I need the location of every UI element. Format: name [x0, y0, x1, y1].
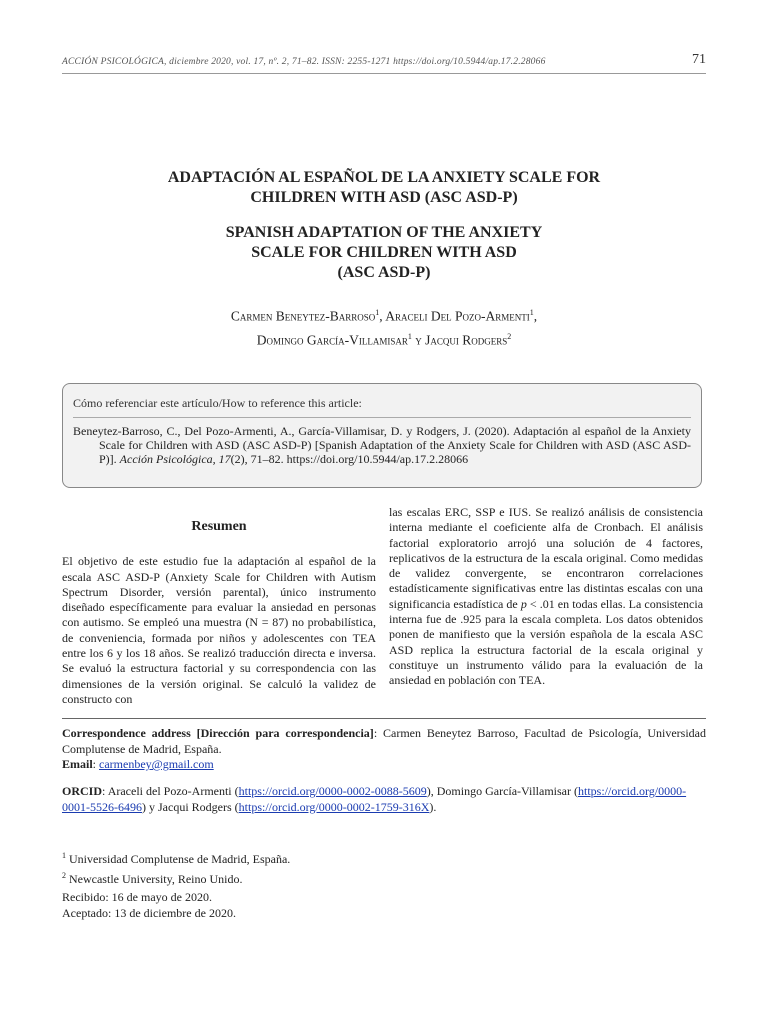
- email-label: Email: [62, 757, 93, 771]
- accepted-date: Aceptado: 13 de diciembre de 2020.: [62, 905, 236, 920]
- author-1: Carmen Beneytez-Barroso: [230, 308, 376, 324]
- abstract-right-column: las escalas ERC, SSP e IUS. Se realizó análisis de consistencia interna mediante el coeficiente alfa de Cronbach. El análisis factorial exploratorio arrojó una solución de 4 factores, replicativos de la estructura de la escala original. Como medidas de validez convergente, se encontraron correlaciones estadísticamente significativas entre las distintas escalas con una significancia estadística de p < .01 en todas ellas. La consistencia interna fue de .925 para la escala completa. Los datos obtenidos ponen de manifiesto que la versión española de la escala ASC ASD replica la estructura factorial de la escala original y constituye un instrumento válido para la evaluación de la ansiedad en población con TEA.: [389, 505, 704, 688]
- correspondence-rule: [62, 718, 706, 719]
- orcid-link-pozo[interactable]: https://orcid.org/0000-0002-0088-5609: [238, 784, 427, 798]
- title-english: SPANISH ADAPTATION OF THE ANXIETY SCALE FOR CHILDREN WITH ASD (ASC ASD-P): [225, 224, 543, 281]
- received-date: Recibido: 16 de mayo de 2020.: [62, 890, 212, 904]
- orcid-block: ORCID: Araceli del Pozo-Armenti (https://orcid.org/0000-0002-0088-5609), Domingo García-Villamisar (https://orcid.org/0000-0001-5526-6496) y Jacqui Rodgers (https://orcid.org/0000-0002-1759-316X).: [62, 784, 687, 814]
- abstract-text-left: El objetivo de este estudio fue la adaptación al español de la escala ASC ASD-P (Anxiety Scale for Children with Autism Spectrum Disorder, versión parental), único instrumento diseñado específicamente para evaluar la ansiedad en personas con autismo. Se empleó una muestra (N = 87) no probabilística, de conveniencia, formada por niños y adolescentes con TEA entre los 6 y los 18 años. Se realizó traducción directa e inversa. Se evaluó la estructura factorial y su correspondencia con las dimensiones de la versión original. Se calculó la validez de constructo con: [62, 554, 376, 706]
- affiliation-1: $^1$ Universidad Complutense de Madrid, España.: [62, 851, 291, 866]
- affiliations: [62, 848, 706, 887]
- author-3: Domingo García-Villamisar: [256, 332, 408, 347]
- orcid-label: ORCID: [62, 784, 103, 798]
- author-2: Araceli Del Pozo-Armenti: [385, 308, 530, 324]
- orcid-link-garcia[interactable]: https://orcid.org/0000-0001-5526-6496: [62, 784, 687, 814]
- citation-text: Beneytez-Barroso, C., Del Pozo-Armenti, A., García-Villamisar, D. y Rodgers, J. (2020). Adaptación al español de la Anxiety Scale for Children with ASD (ASC ASD-P) [Spanish Adaptation of the Anxiety Scale for Children with ASD (ASC ASD-P)]. Acción Psicológica, 17(2), 71–82. https://doi.org/10.5944/ap.17.2.28066: [73, 424, 691, 467]
- header-rule: [62, 73, 706, 74]
- dates: [62, 890, 706, 921]
- title-spanish: ADAPTACIÓN AL ESPAÑOL DE LA ANXIETY SCALE FOR CHILDREN WITH ASD (ASC ASD-P): [167, 169, 601, 206]
- author-4: Jacqui Rodgers: [425, 332, 508, 347]
- title-block: [62, 168, 706, 350]
- email-link[interactable]: carmenbey@gmail.com: [99, 757, 214, 771]
- orcid-link-rodgers[interactable]: https://orcid.org/0000-0002-1759-316X: [238, 799, 430, 814]
- running-head: ACCIÓN PSICOLÓGICA, diciembre 2020, vol. 17, nº. 2, 71–82. ISSN: 2255-1271 https://doi.org/10.5944/ap.17.2.28066: [62, 57, 546, 67]
- citation-heading: Cómo referenciar este artículo/How to reference this article:: [73, 396, 691, 418]
- correspondence: Correspondence address [Dirección para correspondencia]: Carmen Beneytez Barroso, Facultad de Psicología, Universidad Complutense de Madrid, España. Email: carmenbey@gmail.com: [62, 726, 706, 771]
- citation-box: [62, 383, 702, 488]
- abstract-heading: Resumen: [191, 519, 247, 534]
- page-number: 71: [692, 52, 706, 67]
- abstract-left-column: [62, 505, 376, 707]
- authors: Carmen Beneytez-Barroso$^1$, Araceli Del Pozo-Armenti$^1$, Domingo García-Villamisar$^1$ y Jacqui Rodgers$^2$: [230, 308, 538, 347]
- citation-doi[interactable]: https://doi.org/10.5944/ap.17.2.28066: [286, 452, 469, 467]
- affiliation-2: $^2$ Newcastle University, Reino Unido.: [62, 870, 243, 886]
- correspondence-label: Correspondence address [Dirección para correspondencia]: [62, 726, 374, 740]
